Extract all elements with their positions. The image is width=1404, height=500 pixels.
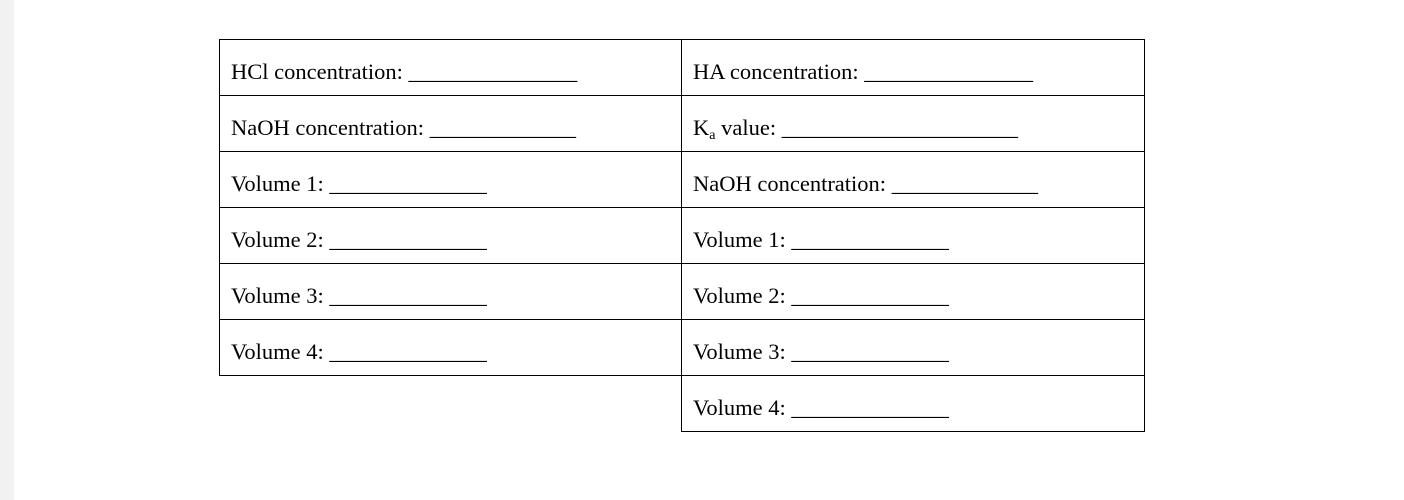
ha-concentration-row [682,40,1144,96]
ka-value-row [682,96,1144,152]
answer-blank[interactable]: _____________________ [781,115,1018,140]
ka-symbol: K [693,115,710,140]
answer-blank[interactable]: ______________ [329,283,487,308]
volume-2-row [220,208,681,264]
answer-blank[interactable]: ______________ [329,339,487,364]
field-label: Volume 1: [231,171,324,196]
field-label: HCl concentration: [231,59,403,84]
answer-blank[interactable]: _______________ [864,59,1033,84]
field-label: Volume 4: [693,395,786,420]
answer-blank[interactable]: ______________ [791,283,949,308]
field-label: NaOH concentration: [231,115,425,140]
ka-label-rest: value: [715,115,777,140]
weak-acid-table [681,39,1145,432]
strong-acid-table [219,39,682,376]
volume-3-row [220,264,681,320]
ka-subscript: a [709,128,716,143]
answer-blank[interactable]: _____________ [891,171,1038,196]
answer-blank[interactable]: ______________ [329,227,487,252]
answer-blank[interactable]: ______________ [791,395,949,420]
field-label: Volume 3: [231,283,324,308]
field-label: Volume 1: [693,227,786,252]
answer-blank[interactable]: ______________ [329,171,487,196]
hcl-concentration-row [220,40,681,96]
volume-4-row [682,376,1144,432]
field-label: Volume 2: [693,283,786,308]
volume-4-row [220,320,681,376]
naoh-concentration-row [220,96,681,152]
volume-1-row [682,208,1144,264]
field-label: Volume 3: [693,339,786,364]
answer-blank[interactable]: _______________ [408,59,578,84]
field-label: HA concentration: [693,59,859,84]
document-page [14,0,1404,500]
naoh-concentration-row [682,152,1144,208]
answer-blank[interactable]: ______________ [791,339,949,364]
volume-3-row [682,320,1144,376]
field-label: Volume 4: [231,339,324,364]
answer-blank[interactable]: _____________ [429,115,576,140]
field-label: NaOH concentration: [693,171,887,196]
answer-blank[interactable]: ______________ [791,227,949,252]
volume-2-row [682,264,1144,320]
field-label [693,115,777,143]
volume-1-row [220,152,681,208]
field-label: Volume 2: [231,227,324,252]
